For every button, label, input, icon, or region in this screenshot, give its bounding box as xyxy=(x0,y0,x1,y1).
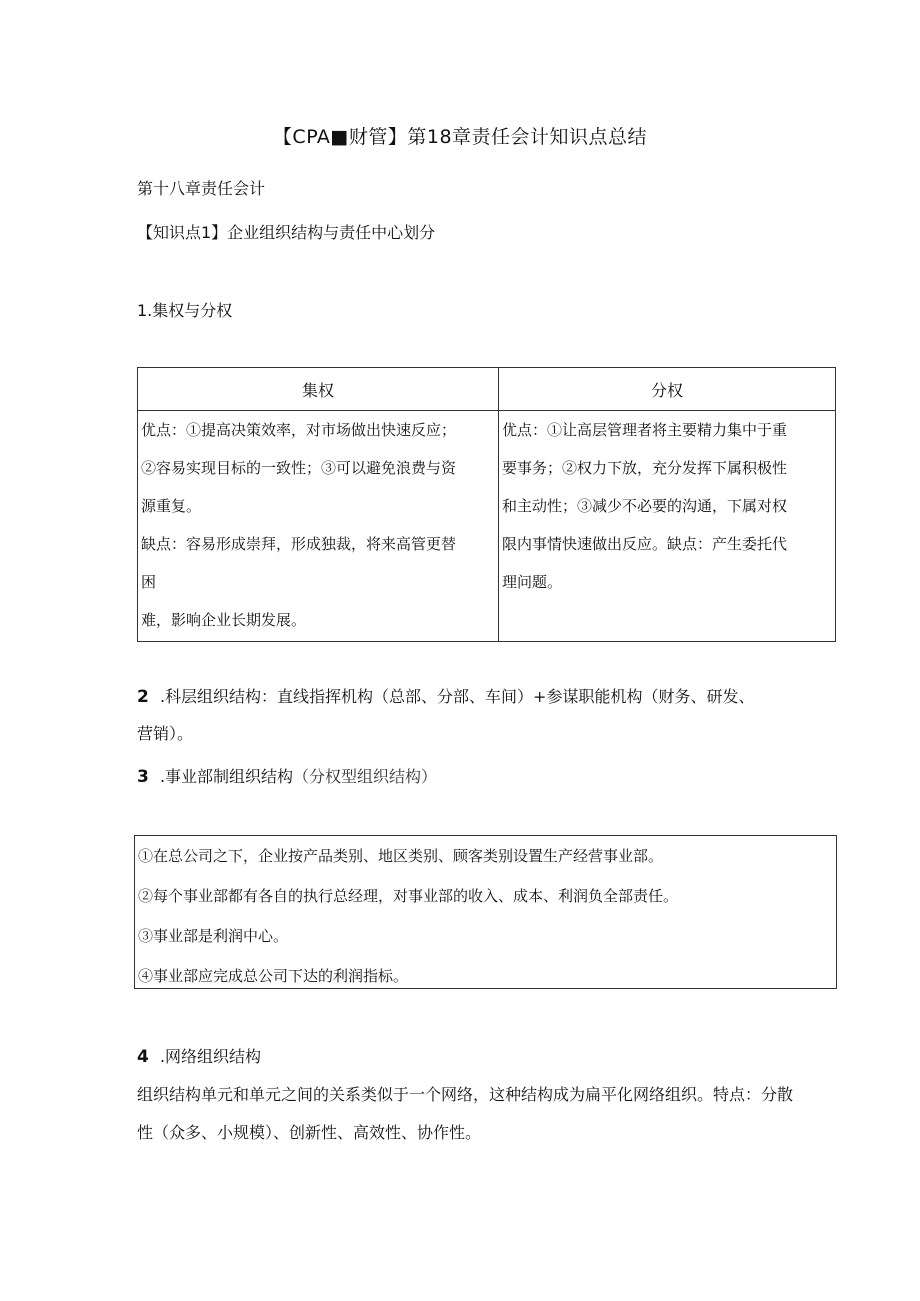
chapter-heading: 第十八章责任会计 xyxy=(137,179,266,198)
section-3-number: 3 xyxy=(137,767,149,787)
section-1-heading: 1.集权与分权 xyxy=(137,301,233,320)
decentralization-cell xyxy=(499,411,836,642)
cell-line: 和主动性；③减少不必要的沟通，下属对权 xyxy=(502,497,788,515)
section-4-text-continued: 性（众多、小规模）、创新性、高效性、协作性。 xyxy=(137,1123,482,1142)
document-title: 【CPA■财管】第18章责任会计知识点总结 xyxy=(272,126,648,148)
section-2-text-continued: 营销）。 xyxy=(137,724,194,743)
cell-line: 限内事情快速做出反应。缺点：产生委托代 xyxy=(502,535,788,553)
section-2-heading: .科层组织结构： xyxy=(159,687,278,706)
section-2-number: 2 xyxy=(137,687,149,707)
cell-line: 优点：①提高决策效率，对市场做出快速反应； xyxy=(141,421,457,439)
section-4-number: 4 xyxy=(137,1047,149,1067)
cell-line: 缺点：容易形成崇拜，形成独裁，将来高管更替 xyxy=(141,535,457,553)
section-4-heading: .网络组织结构 xyxy=(159,1047,262,1066)
centralization-cell xyxy=(138,411,499,642)
table-header-centralization: 集权 xyxy=(138,368,499,411)
cell-line: 源重复。 xyxy=(141,497,202,515)
knowledge-point-heading: 【知识点1】企业组织结构与责任中心划分 xyxy=(137,223,436,242)
list-item: ①在总公司之下，企业按产品类别、地区类别、顾客类别设置生产经营事业部。 xyxy=(138,847,664,865)
section-3-heading: .事业部制组织结构 xyxy=(159,767,294,786)
cell-line: 困 xyxy=(141,573,157,591)
section-3-note: （分权型组织结构） xyxy=(293,767,438,786)
centralization-comparison-table xyxy=(137,367,836,642)
section-2-paragraph xyxy=(137,678,754,716)
division-structure-box xyxy=(134,835,837,989)
section-4-text: 组织结构单元和单元之间的关系类似于一个网络，这种结构成为扁平化网络组织。特点：分散 xyxy=(137,1085,794,1104)
list-item: ④事业部应完成总公司下达的利润指标。 xyxy=(138,967,409,985)
section-2-text: 直线指挥机构（总部、分部、车间）+参谋职能机构（财务、研发、 xyxy=(277,687,755,706)
cell-line: 难，影响企业长期发展。 xyxy=(141,611,307,629)
section-4-paragraph xyxy=(137,1038,261,1076)
list-item: ②每个事业部都有各自的执行总经理，对事业部的收入、成本、利润负全部责任。 xyxy=(138,887,679,905)
table-header-decentralization: 分权 xyxy=(499,368,836,411)
cell-line: 要事务；②权力下放，充分发挥下属积极性 xyxy=(502,459,788,477)
section-3-paragraph xyxy=(137,758,437,796)
cell-line: ②容易实现目标的一致性；③可以避免浪费与资 xyxy=(141,459,457,477)
list-item: ③事业部是利润中心。 xyxy=(138,927,289,945)
cell-line: 优点：①让高层管理者将主要精力集中于重 xyxy=(502,421,788,439)
cell-line: 理问题。 xyxy=(502,573,563,591)
